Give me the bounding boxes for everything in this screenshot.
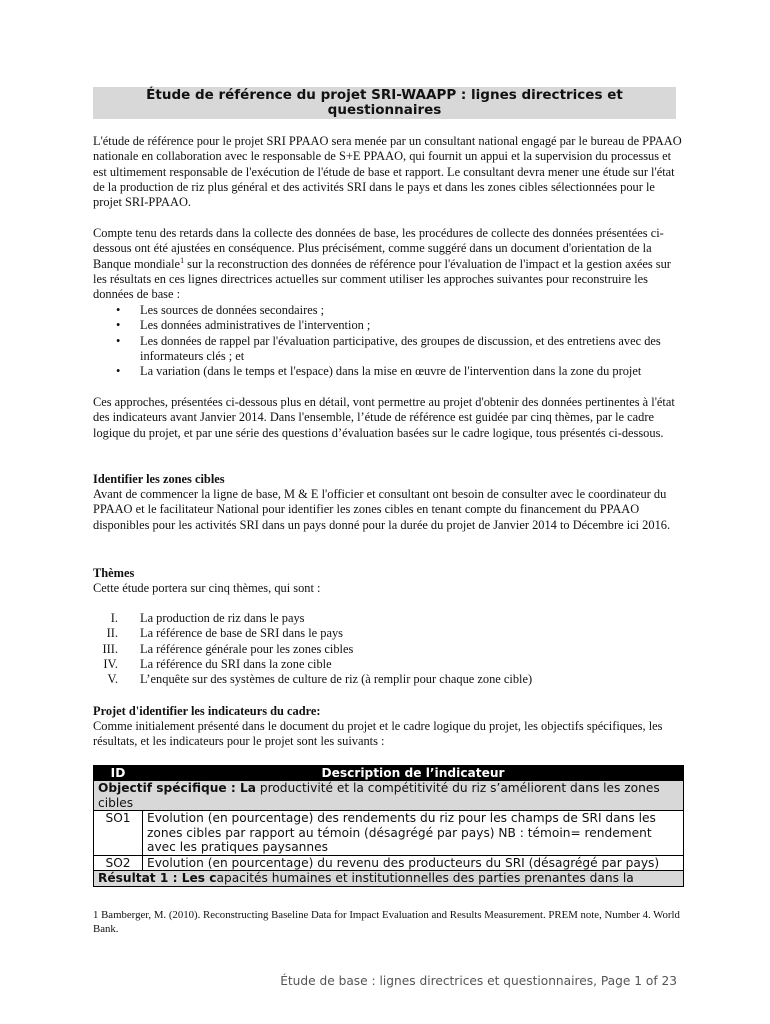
themes-intro: Cette étude portera sur cinq thèmes, qui sont : xyxy=(93,581,321,595)
table-row xyxy=(94,811,684,856)
list-item xyxy=(93,626,683,641)
list-item-text: La référence générale pour les zones cibles xyxy=(140,641,354,656)
bullet-icon: • xyxy=(116,318,121,333)
table-row xyxy=(94,855,684,871)
list-item xyxy=(93,334,683,365)
intro-paragraph xyxy=(93,134,683,210)
objective-text: productivité et la compétitivité du riz s’améliorent dans les zones cibles xyxy=(98,781,660,810)
list-item-text: La production de riz dans le pays xyxy=(140,611,305,625)
paragraph-text xyxy=(93,226,683,302)
result-text: apacités humaines et institutionnelles des parties prenantes dans la xyxy=(216,871,634,885)
paragraph-text-part: Compte tenu des retards dans la collecte des données de base, les procédures de collecte des données présentées ci-dessous ont été ajustées en conséquence. Plus précisément, comme suggéré dans un document d'orientation de la Banque mondiale xyxy=(93,226,664,271)
section-heading-zones: Identifier les zones cibles xyxy=(93,472,225,486)
column-header-description: Description de l’indicateur xyxy=(143,766,684,781)
indicator-id: SO1 xyxy=(94,811,143,856)
list-item-text: La référence du SRI dans la zone cible xyxy=(140,656,332,671)
column-header-id: ID xyxy=(94,766,143,781)
paragraph-text: L'étude de référence pour le projet SRI PPAAO sera menée par un consultant national engagé par le bureau de PPAAO nationale en collaboration avec le responsable de S+E PPAAO, qui fournit un appui et la supervision du processus et est ultimement responsable de l'exécution de l'étude de base et rapport. Le consultant devra mener une étude sur l'état de la production de riz plus général et des activités SRI dans le pays et dans les zones cibles sélectionnées pour le projet SRI-PPAAO. xyxy=(93,134,682,210)
list-item-text: L’enquête sur des systèmes de culture de riz (à remplir pour chaque zone cible) xyxy=(140,672,533,687)
approaches-paragraph xyxy=(93,395,683,441)
list-item xyxy=(93,611,683,626)
objective-cell xyxy=(94,781,684,811)
objective-row xyxy=(94,781,684,811)
list-item-text: Les sources de données secondaires ; xyxy=(140,303,325,317)
list-item xyxy=(93,657,683,672)
list-number: IV. xyxy=(103,656,118,671)
themes-list xyxy=(93,611,683,687)
list-number: I. xyxy=(110,611,118,625)
list-number: III. xyxy=(102,641,118,656)
result-row xyxy=(94,871,684,887)
list-item xyxy=(93,303,683,318)
indicator-description: Evolution (en pourcentage) des rendements du riz pour les champs de SRI dans les zones cibles par rapport au témoin (désagrégé par pays) NB : témoin= rendement avec les pratiques paysannes xyxy=(143,811,684,856)
list-item-text: La référence de base de SRI dans le pays xyxy=(140,626,343,641)
list-item xyxy=(93,364,683,379)
list-number: II. xyxy=(106,626,118,641)
bullet-icon: • xyxy=(116,303,121,317)
document-title: Étude de référence du projet SRI-WAAPP : lignes directrices et questionnaires xyxy=(93,87,676,119)
objective-label: Objectif spécifique : La xyxy=(98,781,256,795)
section-heading-indicators: Projet d'identifier les indicateurs du cadre: xyxy=(93,704,321,718)
bullet-icon: • xyxy=(116,333,121,348)
footnote: 1 Bamberger, M. (2010). Reconstructing Baseline Data for Impact Evaluation and Results Measurement. PREM note, Number 4. World Bank. xyxy=(93,909,680,935)
indicators-table xyxy=(93,765,684,887)
section-heading-themes: Thèmes xyxy=(93,566,135,580)
indicator-id: SO2 xyxy=(94,855,143,871)
list-number: V. xyxy=(107,672,118,687)
paragraph-text: Ces approches, présentées ci-dessous plus en détail, vont permettre au projet d'obtenir des données pertinentes à l'état des indicateurs avant Janvier 2014. Dans l'ensemble, l’étude de référence est guidée par cinq thèmes, par le cadre logique du projet, et par une série des questions d’évaluation basées sur le cadre logique, tous présentés ci-dessous. xyxy=(93,395,675,440)
paragraph-text: Comme initialement présenté dans le document du projet et le cadre logique du projet, les objectifs spécifiques, les résultats, et les indicateurs pour le projet sont les suivants : xyxy=(93,719,663,749)
delays-paragraph xyxy=(93,226,683,302)
list-item-text: Les données de rappel par l'évaluation participative, des groupes de discussion, et des entretiens avec des informateurs clés ; et xyxy=(140,333,661,363)
result-label xyxy=(98,871,216,885)
approaches-list xyxy=(93,303,683,379)
footnote-ref[interactable]: 1 xyxy=(180,255,185,265)
paragraph-text: Avant de commencer la ligne de base, M & E l'officier et consultant ont besoin de consulter avec le coordinateur du PPAAO et le facilitateur National pour identifier les zones cibles en tenant compte du financement du PPAAO disponibles pour les activités SRI dans un pays donné pour la durée du projet de Janvier 2014 to Décembre ici 2016. xyxy=(93,487,671,532)
list-item-text: La variation (dans le temps et l'espace) dans la mise en œuvre de l'intervention dans la zone du projet xyxy=(140,364,642,379)
result-label-text: Résultat 1 : Les c xyxy=(98,871,217,885)
table-header-row xyxy=(94,766,684,781)
page-footer: Étude de base : lignes directrices et questionnaires, Page 1 of 23 xyxy=(280,974,677,988)
zones-paragraph xyxy=(93,487,683,533)
indicators-paragraph xyxy=(93,719,683,750)
paragraph-text-part: sur la reconstruction des données de référence pour l'évaluation de l'impact et la gestion axées sur les résultats en ces lignes directrices actuelles sur comment utiliser les approches suivantes pour reconstruire les données de base : xyxy=(93,256,671,302)
result-cell xyxy=(94,871,684,887)
bullet-icon: • xyxy=(116,364,121,379)
indicator-description: Evolution (en pourcentage) du revenu des producteurs du SRI (désagrégé par pays) xyxy=(143,855,684,871)
list-item xyxy=(93,642,683,657)
list-item xyxy=(93,318,683,333)
list-item-text: Les données administratives de l'intervention ; xyxy=(140,318,371,333)
list-item xyxy=(93,672,683,687)
